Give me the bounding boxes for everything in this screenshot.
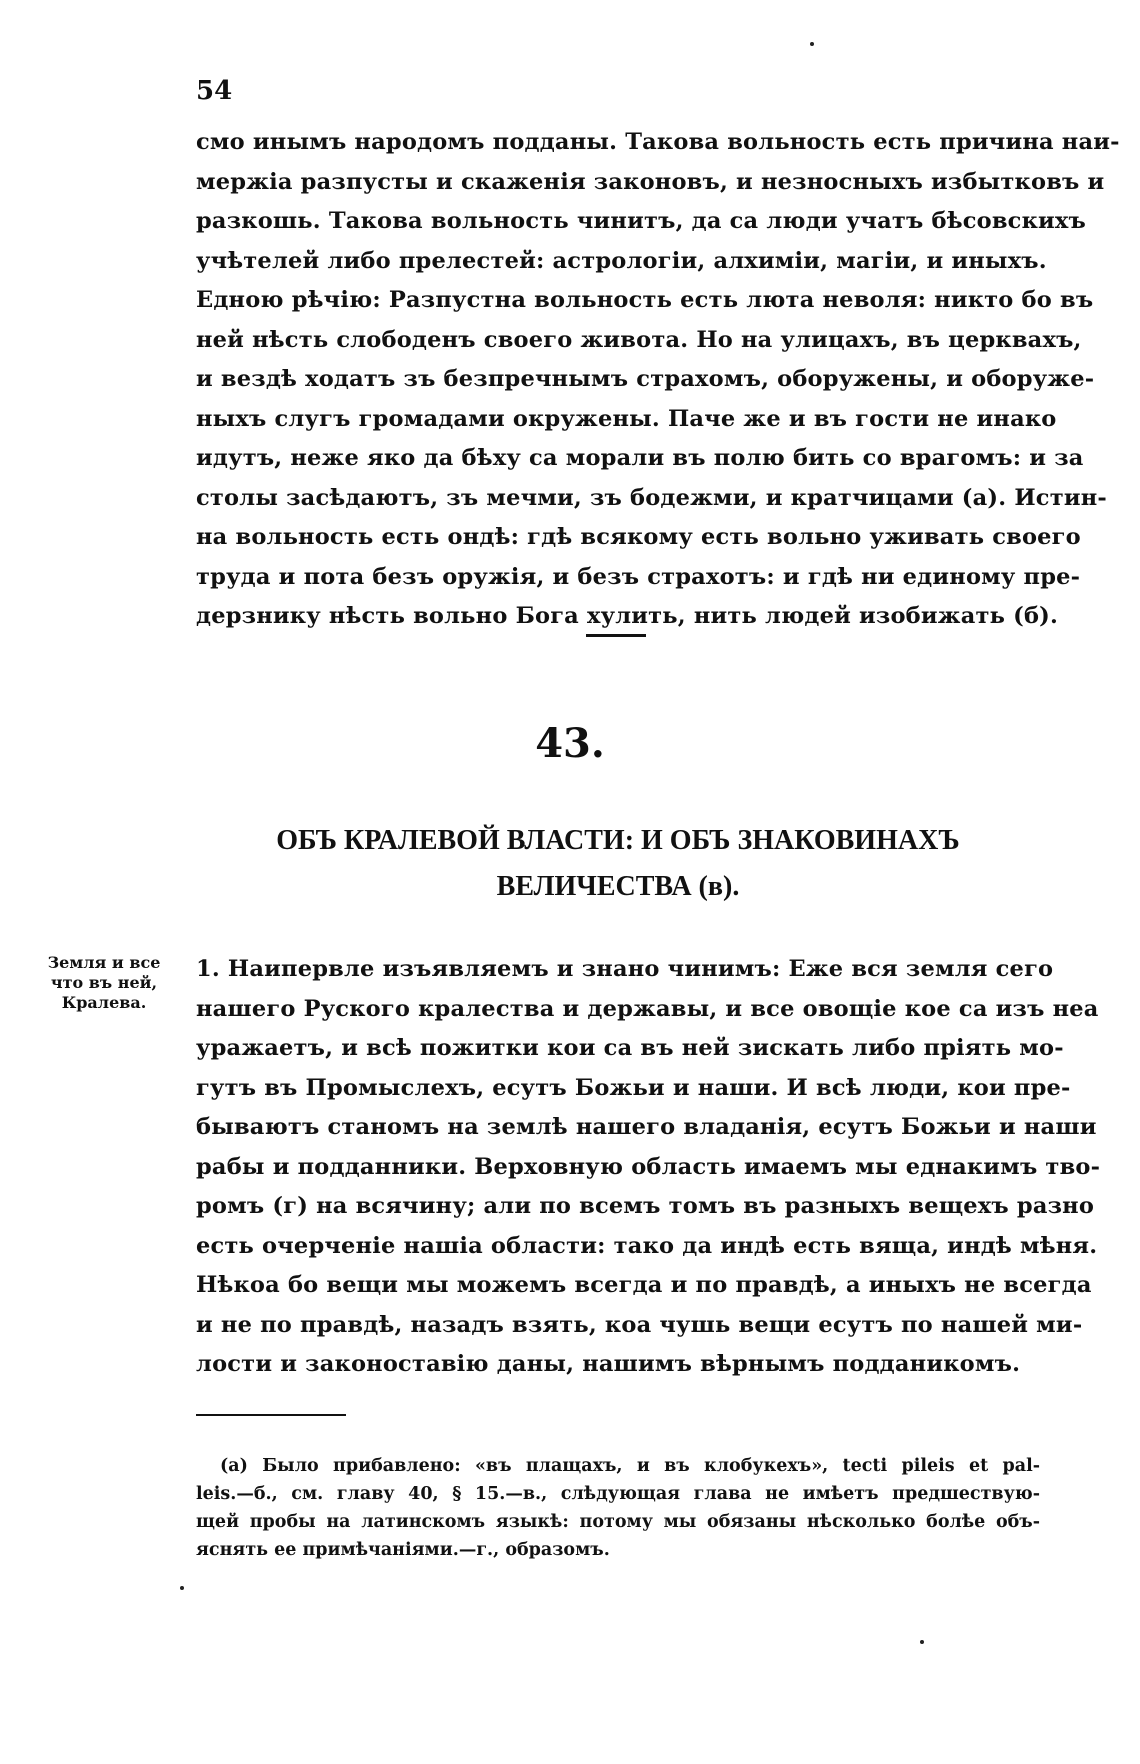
footnote-line: leis.—б., см. главу 40, § 15.—в., слѣдующая глава не имѣетъ предшествую- — [196, 1484, 1040, 1504]
top-paragraph — [196, 123, 1120, 637]
text-line: разкошь. Такова вольность чинитъ, да са люди учатъ бѣсовскихъ — [196, 208, 1086, 234]
text-line: мержіа разпусты и скаженія законовъ, и незносныхъ избытковъ и — [196, 168, 1105, 195]
text-line: смо инымъ народомъ подданы. Такова вольность есть причина наи- — [196, 129, 1120, 155]
text-line: учѣтелей либо прелестей: астрологіи, алхиміи, магіи, и иныхъ. — [196, 247, 1047, 274]
text-line: Нѣкоа бо вещи мы можемъ всегда и по правдѣ, а иныхъ не всегда — [196, 1272, 1092, 1298]
main-paragraph — [196, 950, 1101, 1385]
text-line: лости и законоставію даны, нашимъ вѣрнымъ подданикомъ. — [196, 1351, 1021, 1377]
text-line: есть очерченіе нашіа области: тако да индѣ есть вяща, индѣ мѣня. — [196, 1232, 1098, 1259]
text-line: ней нѣсть слободенъ своего живота. Но на улицахъ, въ церквахъ, — [196, 326, 1082, 353]
scan-speck — [180, 1586, 184, 1590]
text-line: рабы и подданники. Верховную область имаемъ мы еднакимъ тво- — [196, 1153, 1101, 1180]
text-line: ныхъ слугъ громадами окружены. Паче же и въ гости не инако — [196, 405, 1057, 432]
footnote-rule — [196, 1414, 346, 1416]
page-number: 54 — [196, 76, 233, 106]
text-line: нашего Руского кралества и державы, и все овощіе кое са изъ неа — [196, 995, 1099, 1022]
section-separator — [586, 634, 646, 637]
marginal-note — [44, 953, 164, 1013]
section-title — [196, 818, 1040, 910]
scan-speck — [810, 42, 814, 46]
footnotes — [196, 1452, 1040, 1564]
text-line: 1. Наипервле изъявляемъ и знано чинимъ: Еже вся земля сего — [196, 956, 1054, 982]
text-line: на вольность есть ондѣ: гдѣ всякому есть вольно уживать своего — [196, 524, 1081, 550]
marginal-note-line: что въ ней, — [50, 973, 158, 992]
text-line: столы засѣдаютъ, зъ мечми, зъ бодежми, и кратчицами (а). Истин- — [196, 484, 1107, 511]
footnote-line: щей пробы на латинскомъ языкѣ: потому мы обязаны нѣсколько болѣе объ- — [196, 1512, 1040, 1532]
text-line: уражаетъ, и всѣ пожитки кои са въ ней зискать либо пріять мо- — [196, 1035, 1064, 1061]
footnote-line: (а) Было прибавлено: «въ плащахъ, и въ клобукехъ», tecti pileis et pal- — [220, 1456, 1040, 1476]
text-line: труда и пота безъ оружія, и безъ страхотъ: и гдѣ ни единому пре- — [196, 563, 1081, 590]
text-line: Едною рѣчію: Разпустна вольность есть люта неволя: никто бо въ — [196, 287, 1094, 313]
scan-speck — [920, 1640, 924, 1644]
marginal-note-line: Земля и все — [47, 953, 161, 972]
section-title-line: ВЕЛИЧЕСТВА (в). — [496, 871, 740, 902]
text-line: и вездѣ ходатъ зъ безпречнымъ страхомъ, оборужены, и оборуже- — [196, 366, 1095, 392]
text-line: идутъ, неже яко да бѣху са морали въ полю бить со врагомъ: и за — [196, 445, 1084, 471]
section-title-line: ОБЪ КРАЛЕВОЙ ВЛАСТИ: И ОБЪ ЗНАКОВИНАХЪ — [276, 825, 960, 856]
text-line: гутъ въ Промыслехъ, есутъ Божьи и наши. И всѣ люди, кои пре- — [196, 1074, 1071, 1101]
marginal-note-line: Кралева. — [61, 993, 147, 1012]
text-line: бываютъ станомъ на землѣ нашего владанія, есутъ Божьи и наши — [196, 1114, 1097, 1140]
footnote-line: яснять ее примѣчаніями.—г., образомъ. — [196, 1540, 610, 1560]
text-line: ромъ (г) на всячину; али по всемъ томъ въ разныхъ вещехъ разно — [196, 1193, 1095, 1219]
text-line: дерзнику нѣсть вольно Бога хулить, нить людей изобижать (б). — [196, 603, 1059, 629]
section-number: 43. — [535, 720, 605, 767]
text-line: и не по правдѣ, назадъ взять, коа чушь вещи есутъ по нашей ми- — [196, 1311, 1083, 1338]
